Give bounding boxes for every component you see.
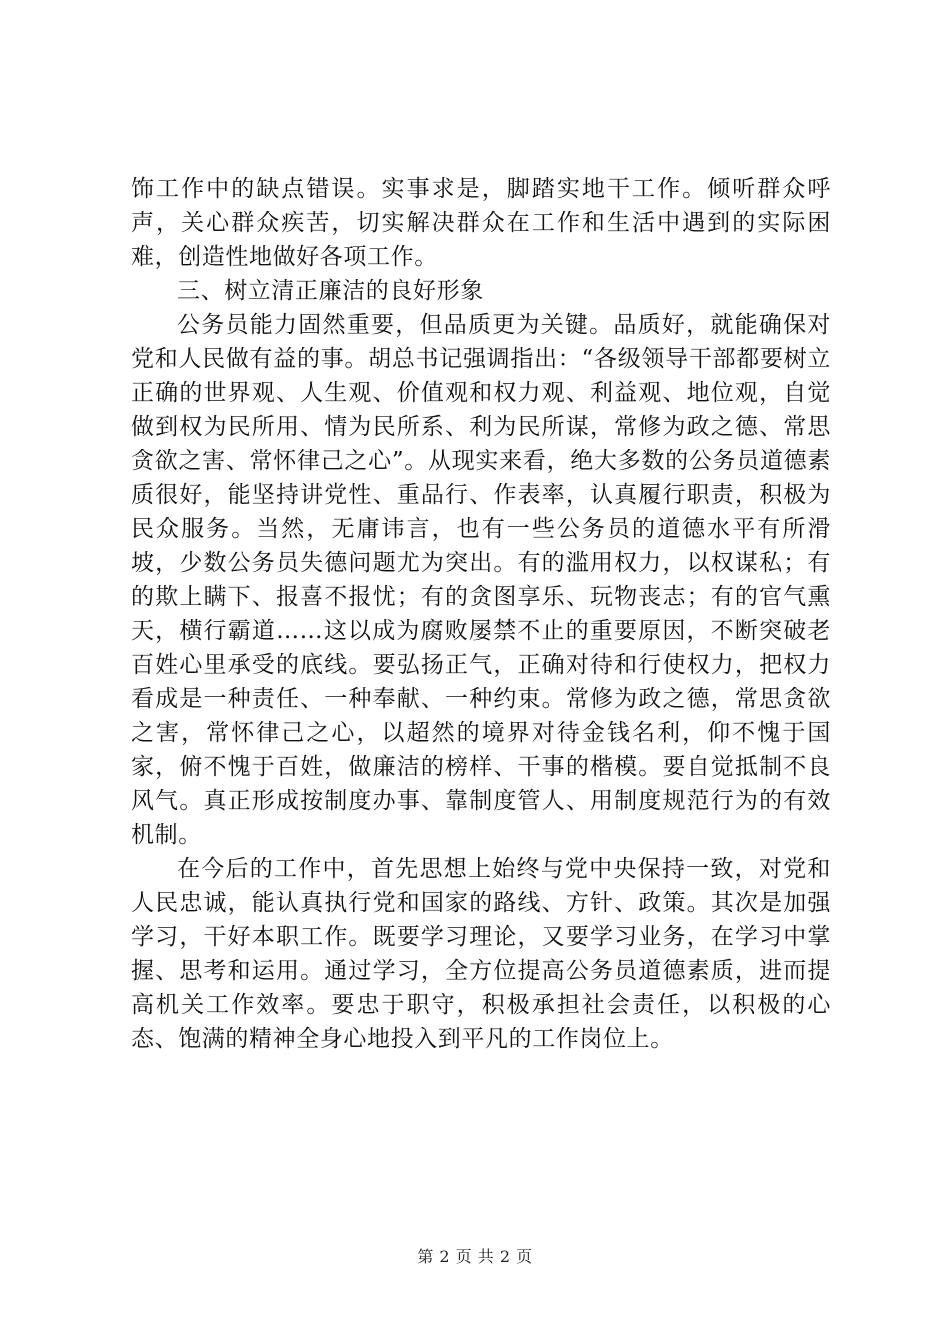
document-body — [131, 172, 831, 1056]
paragraph-integrity: 公务员能力固然重要，但品质更为关键。品质好，就能确保对党和人民做有益的事。胡总书记强调指出：“各级领导干部都要树立正确的世界观、人生观、价值观和权力观、利益观、地位观，自觉做到权为民所用、情为民所系、利为民所谋，常修为政之德、常思贪欲之害、常怀律己之心”。从现实来看，绝大多数的公务员道德素质很好，能坚持讲党性、重品行、作表率，认真履行职责，积极为民众服务。当然，无庸讳言，也有一些公务员的道德水平有所滑坡，少数公务员失德问题尤为突出。有的滥用权力，以权谋私；有的欺上瞒下、报喜不报忧；有的贪图享乐、玩物丧志；有的官气熏天，横行霸道……这以成为腐败屡禁不止的重要原因，不断突破老百姓心里承受的底线。要弘扬正气，正确对待和行使权力，把权力看成是一种责任、一种奉献、一种约束。常修为政之德，常思贪欲之害，常怀律己之心，以超然的境界对待金钱名利，仰不愧于国家，俯不愧于百姓，做廉洁的榜样、干事的楷模。要自觉抵制不良风气。真正形成按制度办事、靠制度管人、用制度规范行为的有效机制。 — [131, 312, 831, 848]
page-footer: 第 2 页 共 2 页 — [417, 1247, 533, 1266]
paragraph-continuation: 饰工作中的缺点错误。实事求是，脚踏实地干工作。倾听群众呼声，关心群众疾苦，切实解决群众在工作和生活中遇到的实际困难，创造性地做好各项工作。 — [131, 176, 831, 270]
section-heading: 三、树立清正廉洁的良好形象 — [177, 278, 484, 304]
paragraph-future-work: 在今后的工作中，首先思想上始终与党中央保持一致，对党和人民忠诚，能认真执行党和国家的路线、方针、政策。其次是加强学习，干好本职工作。既要学习理论，又要学习业务，在学习中掌握、思考和运用。通过学习，全方位提高公务员道德素质，进而提高机关工作效率。要忠于职守，积极承担社会责任，以积极的心态、饱满的精神全身心地投入到平凡的工作岗位上。 — [131, 856, 831, 1052]
